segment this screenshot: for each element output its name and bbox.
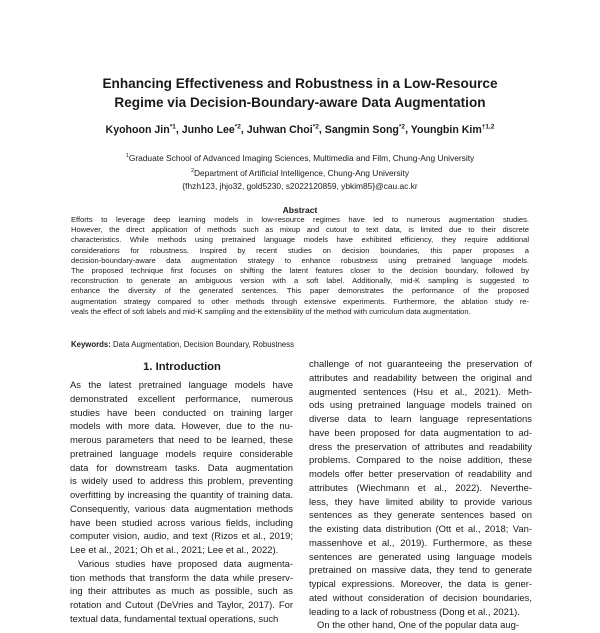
text-line: attributes (Wiechmann et al., 2022). Neverthe- — [309, 482, 532, 494]
text-line: studies have been conducted on training larger — [70, 407, 293, 419]
author-list: Kyohoon Jin$^{*1}$, Junho Lee$^{*2}$, Juhwan Choi$^{*2}$, Sangmin Song$^{*2}$, Youngbin Kim$^{\dagger 1,2}$ — [105, 123, 495, 136]
keywords-text: Data Augmentation, Decision Boundary, Robustness — [110, 340, 295, 349]
text-line: augmentation strategy compared to other methods through extensive experiments. Furthermore, the ablation study re- — [71, 296, 529, 306]
author-name: Sangmin Song — [324, 123, 399, 136]
abstract-body — [71, 215, 529, 317]
author — [182, 124, 241, 136]
author — [106, 124, 176, 136]
text-line: diverse data to learn language representations — [309, 414, 532, 425]
text-line: sentences as they generate sentences based on — [309, 510, 532, 522]
emails: {fhzh123, jhjo32, gold5230, s2022120859, ybkim85}@cau.ac.kr — [182, 180, 418, 191]
keywords — [71, 340, 294, 349]
text-line: reconstruction to generate an ambiguous version with a soft label. Additionally, mid-K sampling is suggested to — [71, 276, 529, 286]
author-mark: *2 — [234, 123, 241, 130]
text-line: augmented sentences (Hsu et al., 2021). Meth- — [309, 386, 532, 398]
text-line: is widely used to address this problem, preventing — [70, 476, 293, 488]
text-line: As the latest pretrained language models have — [70, 380, 293, 391]
title-line: Regime via Decision-Boundary-aware Data Augmentation — [114, 95, 486, 110]
text-line: the existing data distribution (Ott et al., 2018; Van- — [309, 524, 532, 535]
text-line: On the other hand, One of the popular data aug- — [317, 620, 520, 632]
text-line: pretrained language models require considerable — [70, 448, 293, 460]
author-name: Kyohoon Jin — [105, 123, 170, 136]
text-line: decision-boundary-aware data augmentation strategy to enhance robustness using pretrained language models. — [71, 255, 529, 265]
text-line: typical expressions. Moreover, the data is gener- — [309, 579, 532, 590]
right-column — [309, 358, 532, 633]
text-line: Various studies have proposed data augmenta- — [78, 558, 293, 570]
author-mark: *1 — [169, 123, 176, 130]
text-line: textual data, fundamental textual operations, such — [70, 613, 279, 625]
text-line: massenhove et al., 2019). Furthermore, as these — [309, 537, 532, 549]
abstract-heading: Abstract — [282, 205, 318, 215]
text-line: considerations for robustness. Inspired by recent studies on decision boundaries, this paper proposes a — [71, 245, 529, 255]
text-line: merous parameters that need to be learned, these — [70, 435, 293, 446]
author-name: Junho Lee — [181, 123, 235, 136]
text-line: Efforts to leverage deep learning models in low-resource regimes have led to numerous augmentation studies. — [71, 215, 529, 224]
affiliation-mark: 2 — [190, 167, 194, 174]
text-line: ing their attributes as much as possible, such as — [70, 586, 293, 598]
text-line: problems. Compared to the noise addition, these — [309, 455, 532, 467]
text-line: overfitting by increasing the quantity of training data. — [70, 490, 293, 501]
author-mark: †1,2 — [481, 123, 495, 130]
text-line: less, they have limited ability to provide various — [309, 496, 532, 508]
text-line: rotation and Cutout (DeVries and Taylor, 2017). For — [70, 600, 293, 611]
affiliation-text: Graduate School of Advanced Imaging Sciences, Multimedia and Film, Chung-Ang University — [128, 152, 475, 163]
text-line: computer vision, audio, and text (Rizos et al., 2019; — [70, 531, 293, 543]
author — [247, 124, 319, 136]
author — [411, 124, 495, 136]
text-line: ated without consideration of decision boundaries, — [309, 592, 532, 604]
keywords-label: Keywords: — [71, 340, 111, 349]
title-line: Enhancing Effectiveness and Robustness in a Low-Resource — [102, 76, 498, 91]
text-line: attributes and readability between the original and — [309, 372, 532, 384]
affiliation-mark: 1 — [125, 153, 129, 159]
text-line: enhance the diversity of the generated sentences. This paper demonstrates the performance of the proposed — [71, 286, 529, 296]
text-line: dress the preservation of attributes and readability — [309, 441, 532, 453]
text-line: have been proposed for data augmentation to ad- — [309, 427, 532, 439]
text-line: However, the direct application of methods such as mixup and cutout to text data, is limited due to their discrete — [71, 225, 529, 235]
text-line: sentences are generated using language models — [309, 551, 532, 563]
text-line: models with more data. However, due to the nu- — [70, 421, 293, 433]
text-line: Lee et al., 2021; Oh et al., 2021; Lee et al., 2022). — [70, 545, 279, 556]
author — [325, 124, 405, 136]
text-line: demonstrated excellent performance, numerous — [70, 393, 293, 405]
text-line: have been studied across various fields, including — [70, 517, 293, 529]
text-line: veals the effect of soft labels and mid-K sampling and the extensibility of the method with curriculum data augmentation. — [71, 306, 471, 316]
text-line: Consequently, various data augmentation methods — [70, 503, 293, 515]
affiliations — [0, 150, 600, 193]
affiliation-text: Department of Artificial Intelligence, Chung-Ang University — [194, 167, 410, 178]
text-line: models offer better preservation of readability and — [309, 469, 532, 480]
text-line: characteristics. While methods using pretrained language models have exhibited efficiency, they require additional — [71, 235, 529, 245]
paper-title — [0, 74, 600, 112]
affiliation — [0, 165, 600, 180]
text-line: ods using pretrained language models trained on — [309, 400, 532, 412]
text-line: data for downstream tasks. Data augmentation — [70, 462, 293, 474]
text-line: tion methods that transform the data while preserv- — [70, 572, 293, 584]
section-heading: 1. Introduction — [143, 361, 221, 373]
author-mark: *2 — [398, 123, 406, 130]
text-line: The proposed technique first focuses on shifting the latent features closer to the decision boundary, followed by — [71, 265, 529, 275]
text-line: challenge of not guaranteeing the preservation of — [309, 359, 532, 370]
author-name: Youngbin Kim — [410, 123, 482, 136]
affiliation — [0, 150, 600, 165]
left-column — [70, 379, 293, 627]
author-name: Juhwan Choi — [246, 123, 313, 136]
author-mark: *2 — [312, 123, 319, 130]
text-line: leading to a lack of robustness (Dong et al., 2021). — [309, 606, 520, 618]
text-line: pretrained on massive data, they tend to generate — [309, 565, 532, 577]
